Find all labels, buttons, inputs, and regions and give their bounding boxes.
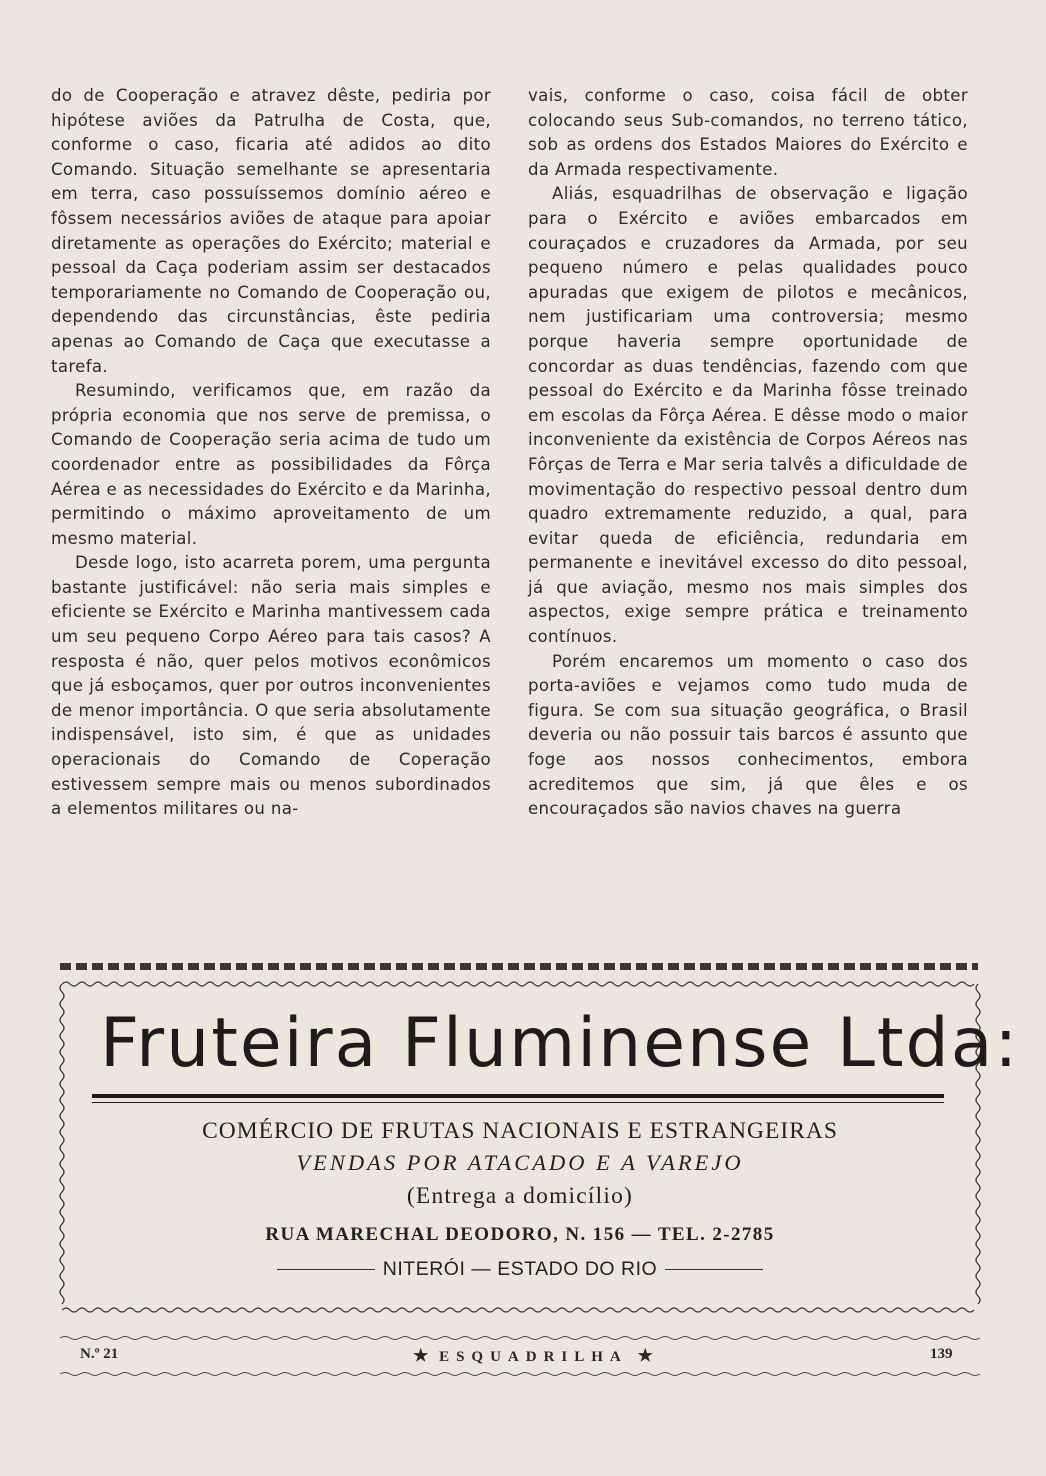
footer-rule-top [60,1334,988,1342]
ad-address: RUA MARECHAL DEODORO, N. 156 — TEL. 2-2785 [265,1224,775,1245]
paragraph: Aliás, esquadrilhas de observação e ligação para o Exército e aviões embarcados em couraçados e cruzadores da Armada, por seu pequeno número e pelas qualidades pouco apuradas que exigem de pilotos e mecânicos, nem justificariam uma controversia; mesmo porque haveria sempre oportunidade de concordar as duas tendências, fazendo com que pessoal do Exército e da Marinha fôsse treinado em escolas da Fôrça Aérea. E dêsse modo o maior inconveniente da existência de Corpos Aéreos nas Fôrças de Terra e Mar seria talvês a dificuldade de movimentação do respectivo pessoal dentro dum quadro extremamente reduzido, a qual, para evitar queda de eficiência, redundaria em permanente e inevitável excesso do dito pessoal, já que aviação, mesmo nos mais simples dos aspectos, exige sempre prática e treinamento contínuos. [528,184,968,647]
ad-city-line [62,1258,978,1281]
star-icon: ★ [413,1346,429,1365]
footer-rule-bottom [60,1370,988,1378]
checkered-divider [60,963,978,970]
ad-business-line: COMÉRCIO DE FRUTAS NACIONAIS E ESTRANGEIRAS [202,1118,838,1144]
ad-rule-thick [92,1094,944,1098]
paragraph: do de Cooperação e atravez dêste, pediria por hipótese aviões da Patrulha de Costa, que, conforme o caso, ficaria até adidos ao dito Comando. Situação semelhante se apresentaria em terra, caso possuíssemos domínio aéreo e fôssem necessários aviões de ataque para apoiar diretamente as operações do Exército; material e pessoal da Caça poderiam assim ser destacados temporariamente no Comando de Cooperação ou, dependendo das circunstâncias, êste pediria apenas ao Comando de Caça que executasse a tarefa. [51,86,491,376]
ad-rule-thin [92,1102,944,1103]
ad-sales-line: VENDAS POR ATACADO E A VAREJO [296,1150,744,1175]
ad-city: NITERÓI — ESTADO DO RIO [382,1258,658,1280]
article-left-column [51,84,491,822]
advertisement [62,984,1020,1306]
dash-rule [665,1269,763,1270]
dash-rule [277,1269,375,1270]
paragraph: vais, conforme o caso, coisa fácil de obter colocando seus Sub-comandos, no terreno tático, sob as ordens dos Estados Maiores do Exército e da Armada respectivamente. [528,86,968,179]
article-right-column [528,84,968,822]
page-footer [0,1346,1046,1368]
issue-number: N.º 21 [80,1346,119,1362]
page-number: 139 [930,1346,953,1362]
magazine-name: ESQUADRILHA [439,1349,627,1365]
paragraph: Desde logo, isto acarreta porem, uma pergunta bastante justificável: não seria mais simples e eficiente se Exército e Marinha mantivessem cada um seu pequeno Corpo Aéreo para tais casos? A resposta é não, quer pelos motivos econômicos que já esboçamos, quer por outros inconvenientes de menor importância. O que seria absolutamente indispensável, isto sim, é que as unidades operacionais do Comando de Coperação estivessem sempre mais ou menos subordinados a elementos militares ou na- [51,553,491,819]
ad-company-name: Fruteira Fluminense Ltda: [100,1004,1020,1083]
ad-border-bottom [62,1306,978,1314]
star-icon: ★ [637,1346,653,1365]
ad-delivery-line: (Entrega a domicílio) [406,1183,634,1209]
paragraph: Porém encaremos um momento o caso dos porta-aviões e vejamos como tudo muda de figura. Se com sua situação geográfica, o Brasil deveria ou não possuir tais barcos é assunto que foge aos nossos conhecimentos, embora acreditemos que sim, já que êles e os encouraçados são navios chaves na guerra [528,651,968,819]
magazine-title [356,1346,710,1366]
paragraph: Resumindo, verificamos que, em razão da própria economia que nos serve de premissa, o Comando de Cooperação seria acima de tudo um coordenador entre as possibilidades da Fôrça Aérea e as necessidades do Exército e da Marinha, permitindo o máximo aproveitamento de um mesmo material. [51,381,491,548]
